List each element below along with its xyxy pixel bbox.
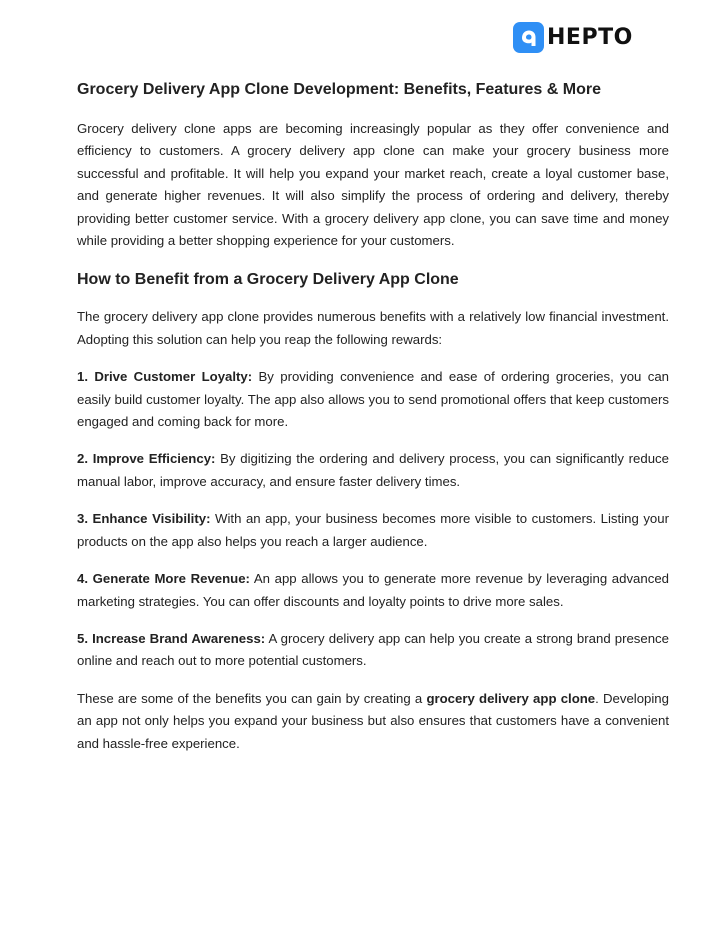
section-heading: How to Benefit from a Grocery Delivery App Clone <box>77 271 459 289</box>
benefit-item-1 <box>77 366 669 433</box>
benefit-label: 2. Improve Efficiency: <box>77 451 216 467</box>
closing-emphasis: grocery delivery app clone <box>426 690 596 706</box>
hepto-logo-icon <box>513 22 544 53</box>
closing-text: . Developing an app not only helps you expand your business but also ensures that customers have a convenient and hassle-free experience. <box>77 690 669 751</box>
benefit-item-4 <box>77 568 669 613</box>
closing-text: These are some of the benefits you can gain by creating a <box>77 690 427 706</box>
benefit-label: 4. Generate More Revenue: <box>77 571 250 587</box>
closing-paragraph <box>77 688 669 755</box>
page-title: Grocery Delivery App Clone Development: Benefits, Features & More <box>77 81 601 98</box>
benefit-item-5 <box>77 628 669 673</box>
benefit-item-3 <box>77 508 669 553</box>
benefit-label: 3. Enhance Visibility: <box>77 511 211 527</box>
benefit-item-2 <box>77 448 669 493</box>
benefit-text: An app allows you to generate more revenue by leveraging advanced marketing strategies. You can offer discounts and loyalty points to drive more sales. <box>77 571 669 609</box>
benefit-label: 1. Drive Customer Loyalty: <box>77 369 253 385</box>
benefit-text: A grocery delivery app can help you create a strong brand presence online and reach out to more potential customers. <box>77 630 669 669</box>
brand-logo <box>513 22 633 53</box>
benefit-text: By providing convenience and ease of ordering groceries, you can easily build customer loyalty. The app also allows you to send promotional offers that keep customers engaged and coming back for more. <box>77 369 669 430</box>
benefit-text: With an app, your business becomes more visible to customers. Listing your products on the app also helps you reach a larger audience. <box>77 511 669 549</box>
brand-name: HEPTO <box>547 25 633 50</box>
benefit-text: By digitizing the ordering and delivery process, you can significantly reduce manual labor, improve accuracy, and ensure faster delivery times. <box>77 451 669 489</box>
document-body <box>77 80 669 755</box>
benefit-label: 5. Increase Brand Awareness: <box>77 630 266 646</box>
intro-paragraph: Grocery delivery clone apps are becoming increasingly popular as they offer convenience and efficiency to customers. A grocery delivery app clone can make your grocery business more successful and profitable. It will help you expand your market reach, create a loyal customer base, and generate higher revenues. It will also simplify the process of ordering and delivery, thereby providing better customer service. With a grocery delivery app clone, you can save time and money while providing a better shopping experience for your customers. <box>77 121 669 249</box>
section-lead-paragraph: The grocery delivery app clone provides numerous benefits with a relatively low financial investment. Adopting this solution can help you reap the following rewards: <box>77 309 669 347</box>
